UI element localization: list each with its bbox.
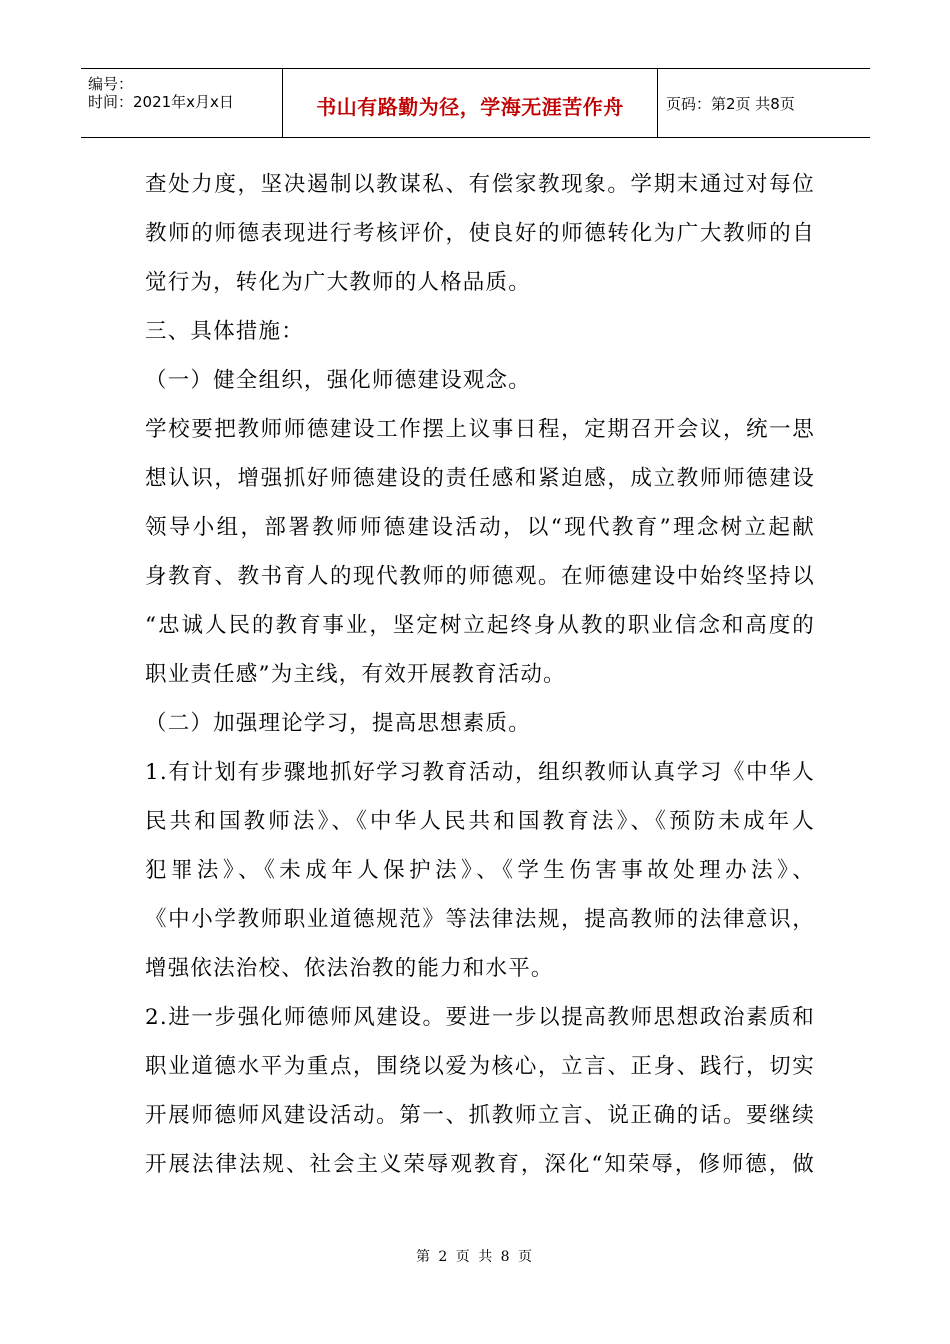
- body-line: 开展法律法规、社会主义荣辱观教育，深化“知荣辱，修师德，做: [145, 1152, 815, 1177]
- body-line: 开展师德师风建设活动。第一、抓教师立言、说正确的话。要继续: [145, 1103, 815, 1128]
- body-line: 1.有计划有步骤地抓好学习教育活动，组织教师认真学习《中华人: [145, 760, 815, 785]
- body-line: 《中小学教师职业道德规范》等法律法规，提高教师的法律意识，: [145, 907, 815, 932]
- body-line: 学校要把教师师德建设工作摆上议事日程，定期召开会议，统一思: [145, 417, 815, 442]
- subsection-heading: （一）健全组织，强化师德建设观念。: [145, 368, 531, 393]
- document-number-label: 编号：: [88, 75, 134, 93]
- header-motto: 书山有路勤为径，学海无涯苦作舟: [316, 95, 624, 119]
- page-footer: 第 2 页 共 8 页: [415, 1249, 535, 1265]
- header-right-cell: [658, 69, 870, 137]
- body-line: 查处力度，坚决遏制以教谋私、有偿家教现象。学期末通过对每位: [145, 172, 815, 197]
- header-page-info: 页码：第2页 共8页: [666, 95, 795, 113]
- body-line: 2.进一步强化师德师风建设。要进一步以提高教师思想政治素质和: [145, 1005, 815, 1030]
- document-body: [145, 160, 815, 1189]
- body-line: 职业道德水平为重点，围绕以爱为核心，立言、正身、践行，切实: [145, 1054, 815, 1079]
- document-date: 时间：2021年x月x日: [88, 93, 234, 111]
- subsection-heading: （二）加强理论学习，提高思想素质。: [145, 711, 531, 736]
- header-left-cell: [81, 69, 283, 137]
- body-line: 增强依法治校、依法治教的能力和水平。: [145, 956, 554, 981]
- section-heading: 三、具体措施：: [145, 319, 304, 344]
- body-line: 觉行为，转化为广大教师的人格品质。: [145, 270, 531, 295]
- body-line: 民共和国教师法》、《中华人民共和国教育法》、《预防未成年人: [145, 809, 815, 834]
- body-line: 领导小组，部署教师师德建设活动，以“现代教育”理念树立起献: [145, 515, 815, 540]
- body-line: 教师的师德表现进行考核评价，使良好的师德转化为广大教师的自: [145, 221, 815, 246]
- body-line: 想认识，增强抓好师德建设的责任感和紧迫感，成立教师师德建设: [145, 466, 815, 491]
- page-header: [81, 68, 870, 138]
- body-line: 犯罪法》、《未成年人保护法》、《学生伤害事故处理办法》、: [145, 858, 815, 883]
- body-line: “忠诚人民的教育事业，坚定树立起终身从教的职业信念和高度的: [145, 613, 815, 638]
- body-line: 身教育、教书育人的现代教师的师德观。在师德建设中始终坚持以: [145, 564, 815, 589]
- body-line: 职业责任感”为主线，有效开展教育活动。: [145, 662, 566, 687]
- header-middle-cell: [283, 69, 658, 137]
